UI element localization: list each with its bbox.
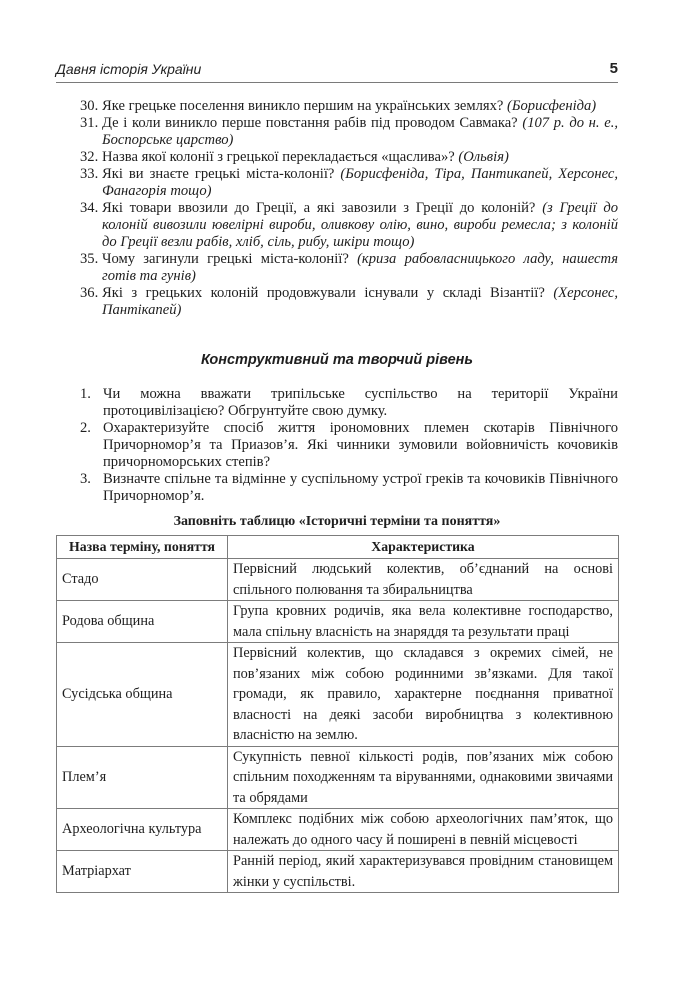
task-text: Чи можна вважати трипільське суспільство на території України протоцивілізацією? Обгрунтуйте свою думку.	[103, 386, 618, 419]
task-number: 2.	[80, 420, 91, 436]
term-cell: Родова община	[57, 601, 228, 643]
task-text: Визначте спільне та відмінне у суспільному устрої греків та кочовиків Північного Причорномор’я.	[103, 471, 618, 504]
question-answer: (криза рабовласницького ладу, нашестя готів та гунів)	[102, 251, 619, 284]
description-cell: Група кровних родичів, яка вела колективне господарство, мала спільну власність на знаряддя та результати праці	[228, 601, 619, 643]
task-text: Охарактеризуйте спосіб життя ірономовних племен скотарів Північного Причорномор’я та Приазов’я. Які чинники зумовили войовничість кочовиків причорноморських степів?	[103, 420, 618, 470]
term-cell: Матріархат	[57, 851, 228, 893]
question-item	[80, 149, 618, 166]
table-row	[57, 851, 619, 893]
terms-table	[56, 535, 619, 893]
term-cell: Плем’я	[57, 746, 228, 809]
description-cell: Первісний людський колектив, об’єднаний на основі спільного полювання та збиральництва	[228, 559, 619, 601]
question-text: Які ви знаєте грецькі міста-колонії?	[102, 166, 335, 182]
description-cell: Первісний колектив, що складався з окремих сімей, не пов’язаних між собою родинними зв’язками. Для такої громади, як правило, характерне поєднання приватної власності на деякі засоби виробництва з колективною власністю на землю.	[228, 643, 619, 747]
question-item	[80, 166, 618, 200]
question-item	[80, 200, 618, 251]
question-text: Які з грецьких колоній продовжували існували у складі Візантії?	[102, 285, 545, 301]
tasks-list	[80, 386, 618, 505]
running-title: Давня історія України	[56, 61, 202, 77]
question-answer: (107 р. до н. е., Боспорське царство)	[102, 115, 618, 148]
task-item	[80, 420, 618, 471]
table-row	[57, 809, 619, 851]
description-cell: Комплекс подібних між собою археологічних пам’яток, що належать до одного часу й поширені в певній місцевості	[228, 809, 619, 851]
question-text: Назва якої колонії з грецької перекладається «щаслива»?	[102, 149, 455, 165]
table-row	[57, 746, 619, 809]
question-answer: (Херсонес, Пантікапей)	[102, 285, 618, 318]
page-header	[56, 58, 618, 83]
task-item	[80, 386, 618, 420]
task-item	[80, 471, 618, 505]
question-number: 30.	[80, 98, 99, 114]
term-cell: Археологічна культура	[57, 809, 228, 851]
question-text: Яке грецьке поселення виникло першим на українських землях?	[102, 98, 504, 114]
question-number: 31.	[80, 115, 99, 131]
question-item	[80, 285, 618, 319]
table-row	[57, 601, 619, 643]
question-answer: (Ольвія)	[458, 149, 509, 165]
table-row	[57, 559, 619, 601]
question-item	[80, 251, 618, 285]
term-cell: Стадо	[57, 559, 228, 601]
column-header-description: Характеристика	[228, 536, 619, 559]
question-number: 32.	[80, 149, 99, 165]
column-header-term: Назва терміну, поняття	[57, 536, 228, 559]
table-caption: Заповніть таблицю «Історичні терміни та поняття»	[173, 514, 501, 529]
task-number: 3.	[80, 471, 91, 487]
question-number: 35.	[80, 251, 99, 267]
question-text: Чому загинули грецькі міста-колонії?	[102, 251, 349, 267]
question-answer: (Борисфеніда)	[507, 98, 597, 114]
question-number: 36.	[80, 285, 99, 301]
description-cell: Сукупність певної кількості родів, пов’язаних між собою спільним походженням та віруваннями, однаковими звичаями та обрядами	[228, 746, 619, 809]
question-answer: (Борисфеніда, Тіра, Пантикапей, Херсонес, Фанагорія тощо)	[102, 166, 618, 199]
question-text: Які товари ввозили до Греції, а які завозили з Греції до колоній?	[102, 200, 536, 216]
task-number: 1.	[80, 386, 91, 402]
table-row	[57, 643, 619, 747]
question-text: Де і коли виникло перше повстання рабів під проводом Савмака?	[102, 115, 518, 131]
question-number: 33.	[80, 166, 99, 182]
description-cell: Ранній період, який характеризувався провідним становищем жінки у суспільстві.	[228, 851, 619, 893]
question-number: 34.	[80, 200, 99, 216]
term-cell: Сусідська община	[57, 643, 228, 747]
table-header-row	[57, 536, 619, 559]
question-item	[80, 98, 618, 115]
question-answer: (з Греції до колоній вивозили ювелірні вироби, оливкову олію, вино, вироби ремесла; з колоній до Греції везли рабів, хліб, сіль, рибу, шкіри тощо)	[102, 200, 619, 250]
page-number: 5	[609, 60, 618, 77]
question-item	[80, 115, 618, 149]
section-heading: Конструктивний та творчий рівень	[200, 352, 474, 368]
questions-list	[80, 98, 618, 319]
